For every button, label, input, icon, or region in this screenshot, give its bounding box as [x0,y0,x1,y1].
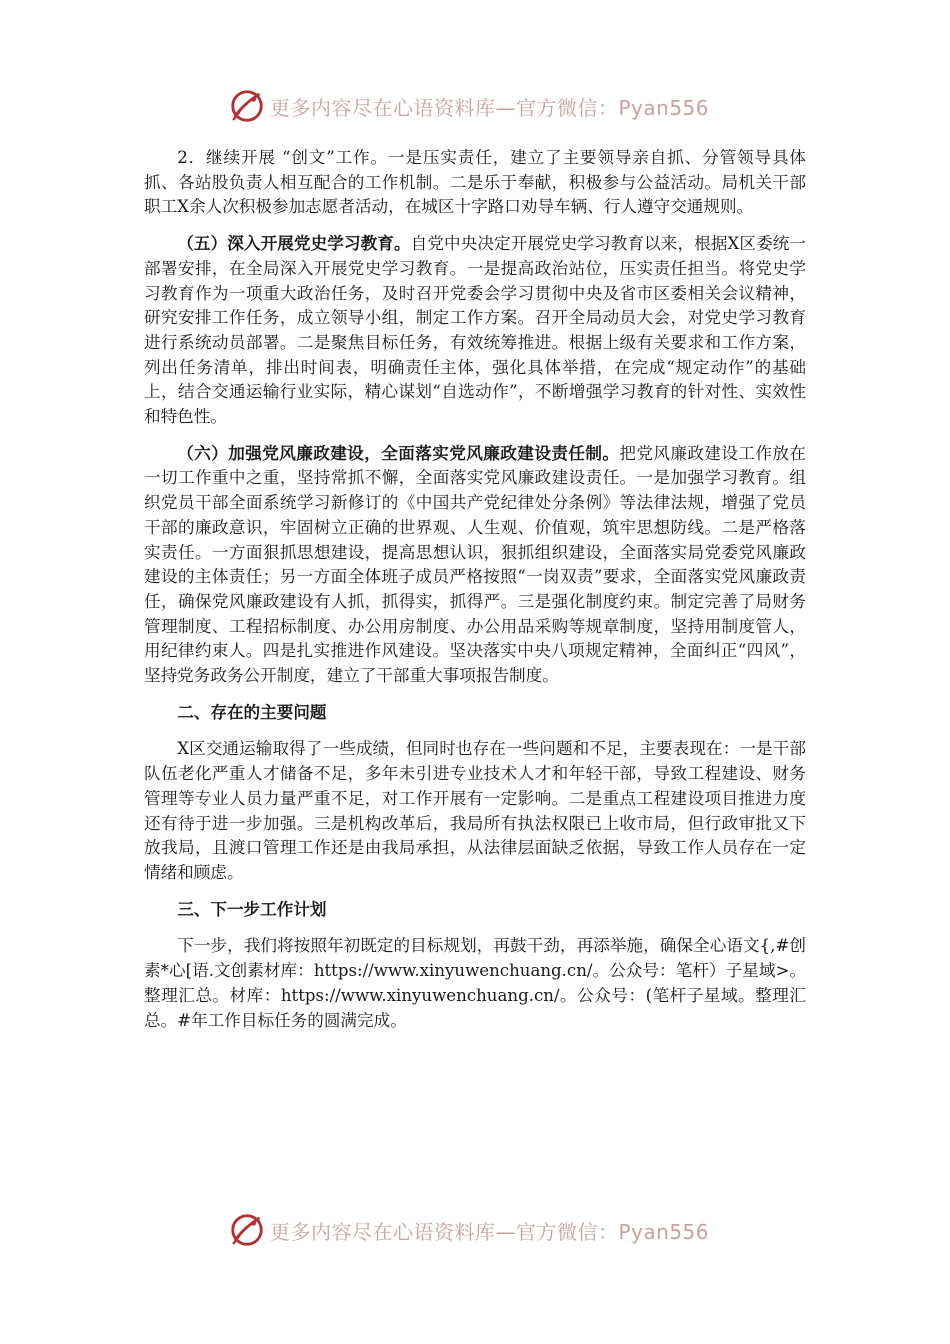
banner-text: 更多内容尽在心语资料库—官方微信：Pyan556 [270,1219,710,1244]
pen-logo-icon [228,87,266,125]
banner-text: 更多内容尽在心语资料库—官方微信：Pyan556 [270,95,710,120]
paragraph-5: 下一步，我们将按照年初既定的目标规划，再鼓干劲，再添举施，确保全心语文{,#创素*心[语.文创素材库：https://www.xinyuwenchuang.cn/。公众号：笔杆）子星域>。整理汇总。材库：https://www.xinyuwenchuang.cn/。公众号：(笔杆子星域。整理汇总。#年工作目标任务的圆满完成。 [144,936,806,1030]
paragraph-2-lead: （五）深入开展党史学习教育。 [177,233,411,254]
paragraph-2 [144,231,806,430]
paragraph-1: 2．继续开展 “创文”工作。一是压实责任，建立了主要领导亲自抓、分管领导具体抓、各站股负责人相互配合的工作机制。二是乐于奉献，积极参与公益活动。局机关干部职工X余人次积极参加志愿者活动，在城区十字路口劝导车辆、行人遵守交通规则。 [144,148,806,217]
pen-logo-icon [228,1211,266,1249]
document-body [144,146,806,1044]
header-watermark-banner [228,84,709,128]
paragraph-4: X区交通运输取得了一些成绩，但同时也存在一些问题和不足，主要表现在：一是干部队伍老化严重人才储备不足，多年未引进专业技术人才和年轻干部，导致工程建设、财务管理等专业人员力量严重不足，对工作开展有一定影响。二是重点工程建设项目推进力度还有待于进一步加强。三是机构改革后，我局所有执法权限已上收市局，但行政审批又下放我局，且渡口管理工作还是由我局承担，从法律层面缺乏依据，导致工作人员存在一定情绪和顾虑。 [144,739,806,882]
paragraph-2-body: 自党中央决定开展党史学习教育以来，根据X区委统一部署安排，在全局深入开展党史学习教育。一是提高政治站位，压实责任担当。将党史学习教育作为一项重大政治任务，及时召开党委会学习贯彻中央及省市区委相关会议精神，研究安排工作任务，成立领导小组，制定工作方案。召开全局动员大会，对党史学习教育进行系统动员部署。二是聚焦目标任务，有效统筹推进。根据上级有关要求和工作方案，列出任务清单，排出时间表，明确责任主体，强化具体举措，在完成“规定动作”的基础上，结合交通运输行业实际，精心谋划“自选动作”，不断增强学习教育的针对性、实效性和特色性。 [144,234,807,427]
paragraph-3-body: 把党风廉政建设工作放在一切工作重中之重，坚持常抓不懈，全面落实党风廉政建设责任。一是加强学习教育。组织党员干部全面系统学习新修订的《中国共产党纪律处分条例》等法律法规，增强了党员干部的廉政意识，牢固树立正确的世界观、人生观、价值观，筑牢思想防线。二是严格落实责任。一方面狠抓思想建设，提高思想认识，狠抓组织建设，全面落实局党委党风廉政建设的主体责任；另一方面全体班子成员严格按照“一岗双责”要求，全面落实党风廉政责任，确保党风廉政建设有人抓，抓得实，抓得严。三是强化制度约束。制定完善了局财务管理制度、工程招标制度、办公用房制度、办公用品采购等规章制度，坚持用制度管人，用纪律约束人。四是扎实推进作风建设。坚决落实中央八项规定精神，全面纠正“四风”，坚持党务政务公开制度，建立了干部重大事项报告制度。 [144,443,807,686]
footer-watermark-banner [228,1208,709,1252]
paragraph-3 [144,441,806,689]
section-heading-2: 二、存在的主要问题 [177,701,327,722]
paragraph-3-lead: （六）加强党风廉政建设，全面落实党风廉政建设责任制。 [177,442,620,463]
section-heading-3: 三、下一步工作计划 [177,898,327,919]
